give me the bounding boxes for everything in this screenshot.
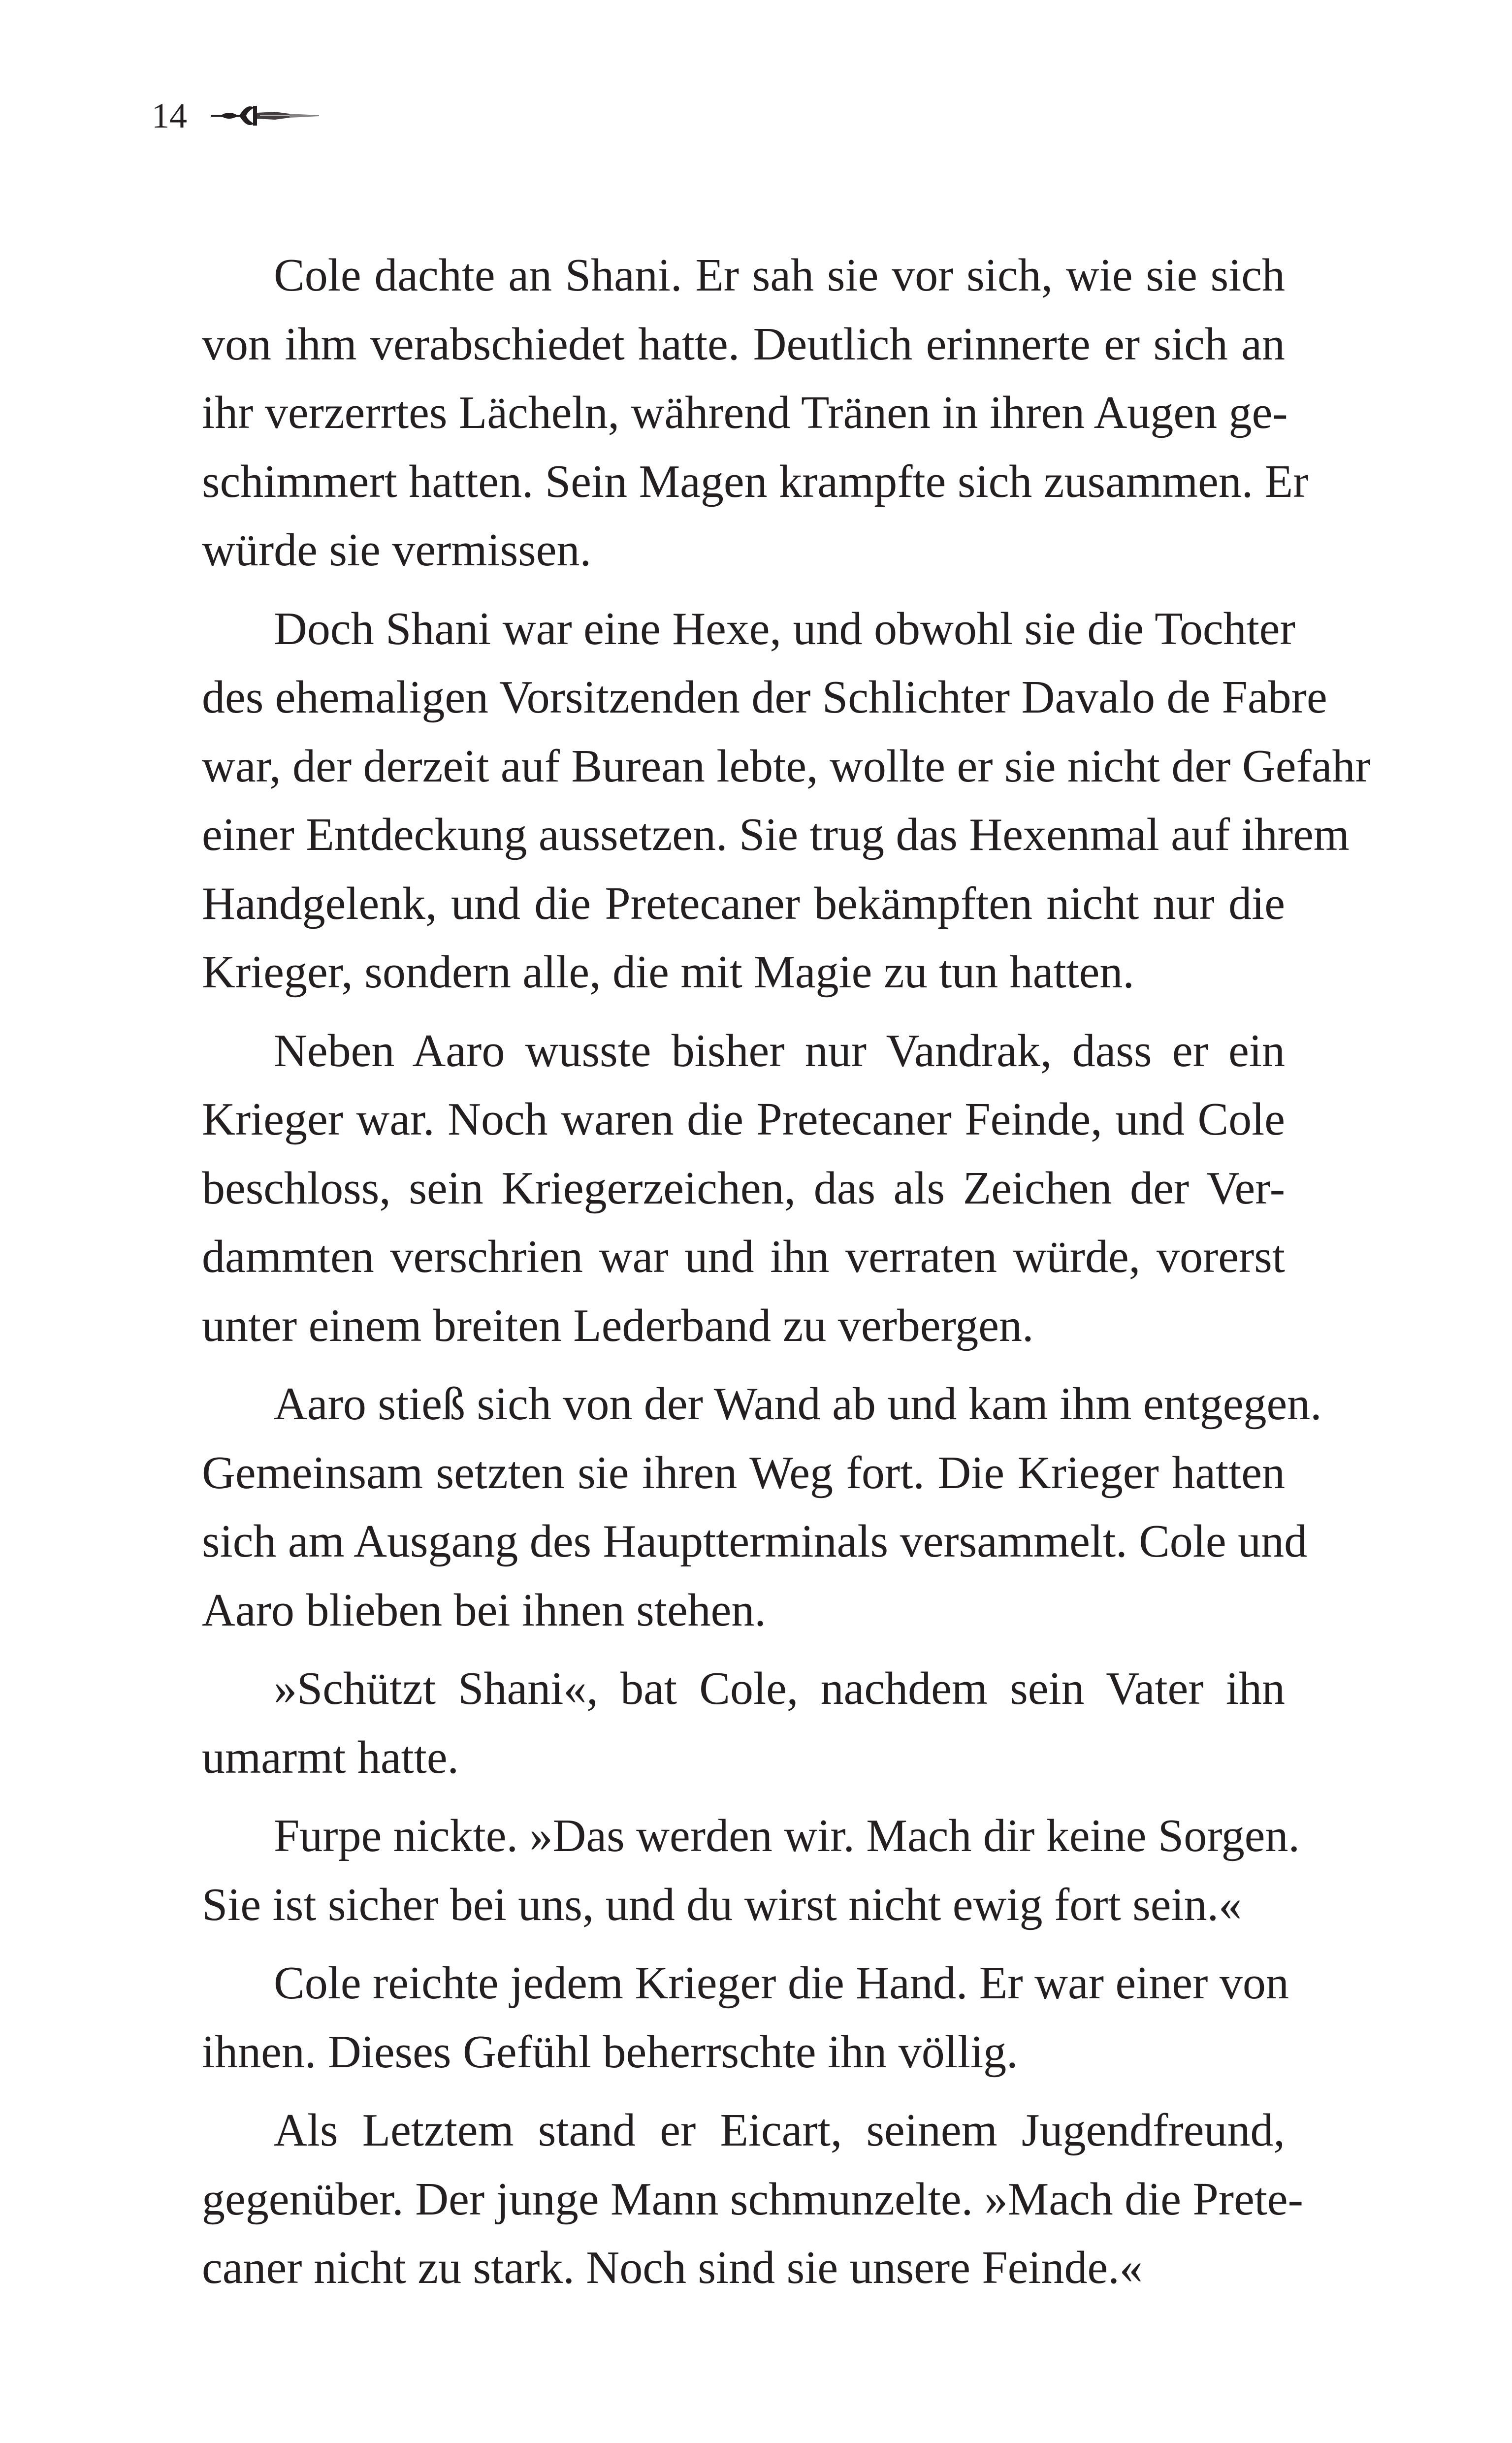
sword-ornament-icon xyxy=(211,101,319,130)
text-line: Aaro stieß sich von der Wand ab und kam ihm entgegen. xyxy=(274,1378,1322,1430)
paragraph xyxy=(202,1370,1322,1645)
text-line: gegenüber. Der junge Mann schmunzelte. »Mach die Prete- xyxy=(202,2173,1303,2225)
paragraph xyxy=(202,1017,1285,1361)
text-line: Krieger, sondern alle, die mit Magie zu tun hatten. xyxy=(202,946,1134,998)
text-line: caner nicht zu stark. Noch sind sie unsere Feinde.« xyxy=(202,2242,1143,2293)
text-line: dammten verschrien war und ihn verraten würde, vorerst xyxy=(202,1231,1285,1282)
text-line: Aaro blieben bei ihnen stehen. xyxy=(202,1584,766,1636)
paragraph xyxy=(202,2096,1303,2303)
paragraph xyxy=(202,241,1309,585)
text-line: Krieger war. Noch waren die Pretecaner Feinde, und Cole xyxy=(202,1094,1285,1145)
text-line: Als Letztem stand er Eicart, seinem Jugendfreund, xyxy=(274,2105,1285,2156)
text-line: beschloss, sein Kriegerzeichen, das als Zeichen der Ver- xyxy=(202,1162,1285,1214)
page-number: 14 xyxy=(152,96,187,135)
text-line: Doch Shani war eine Hexe, und obwohl sie die Tochter xyxy=(274,603,1295,654)
text-line: unter einem breiten Lederband zu verbergen. xyxy=(202,1300,1034,1351)
text-line: sich am Ausgang des Hauptterminals versammelt. Cole und xyxy=(202,1516,1308,1567)
text-line: Handgelenk, und die Pretecaner bekämpften nicht nur die xyxy=(202,878,1285,929)
paragraph xyxy=(202,1949,1289,2086)
text-line: Cole reichte jedem Krieger die Hand. Er war einer von xyxy=(274,1957,1289,2009)
text-line: Furpe nickte. »Das werden wir. Mach dir keine Sorgen. xyxy=(274,1810,1300,1861)
text-line: Sie ist sicher bei uns, und du wirst nicht ewig fort sein.« xyxy=(202,1879,1242,1930)
text-line: des ehemaligen Vorsitzenden der Schlichter Davalo de Fabre xyxy=(202,672,1327,723)
text-line: schimmert hatten. Sein Magen krampfte sich zusammen. Er xyxy=(202,456,1309,507)
text-line: Cole dachte an Shani. Er sah sie vor sich, wie sie sich xyxy=(274,250,1285,301)
page-header xyxy=(152,89,319,143)
text-line: ihnen. Dieses Gefühl beherrschte ihn völlig. xyxy=(202,2026,1018,2078)
text-line: von ihm verabschiedet hatte. Deutlich erinnerte er sich an xyxy=(202,318,1285,370)
text-line: Gemeinsam setzten sie ihren Weg fort. Die Krieger hatten xyxy=(202,1447,1285,1498)
text-line: einer Entdeckung aussetzen. Sie trug das Hexenmal auf ihrem xyxy=(202,809,1350,860)
body-text xyxy=(202,241,1371,2313)
text-line: umarmt hatte. xyxy=(202,1731,459,1783)
text-line: ihr verzerrtes Lächeln, während Tränen in ihren Augen ge- xyxy=(202,387,1288,438)
paragraph xyxy=(202,1655,1285,1792)
text-line: Neben Aaro wusste bisher nur Vandrak, dass er ein xyxy=(274,1025,1285,1076)
text-line: würde sie vermissen. xyxy=(202,524,591,576)
paragraph xyxy=(202,595,1371,1007)
text-line: war, der derzeit auf Burean lebte, wollte er sie nicht der Gefahr xyxy=(202,740,1371,792)
text-line: »Schützt Shani«, bat Cole, nachdem sein Vater ihn xyxy=(274,1663,1285,1714)
paragraph xyxy=(202,1802,1300,1939)
